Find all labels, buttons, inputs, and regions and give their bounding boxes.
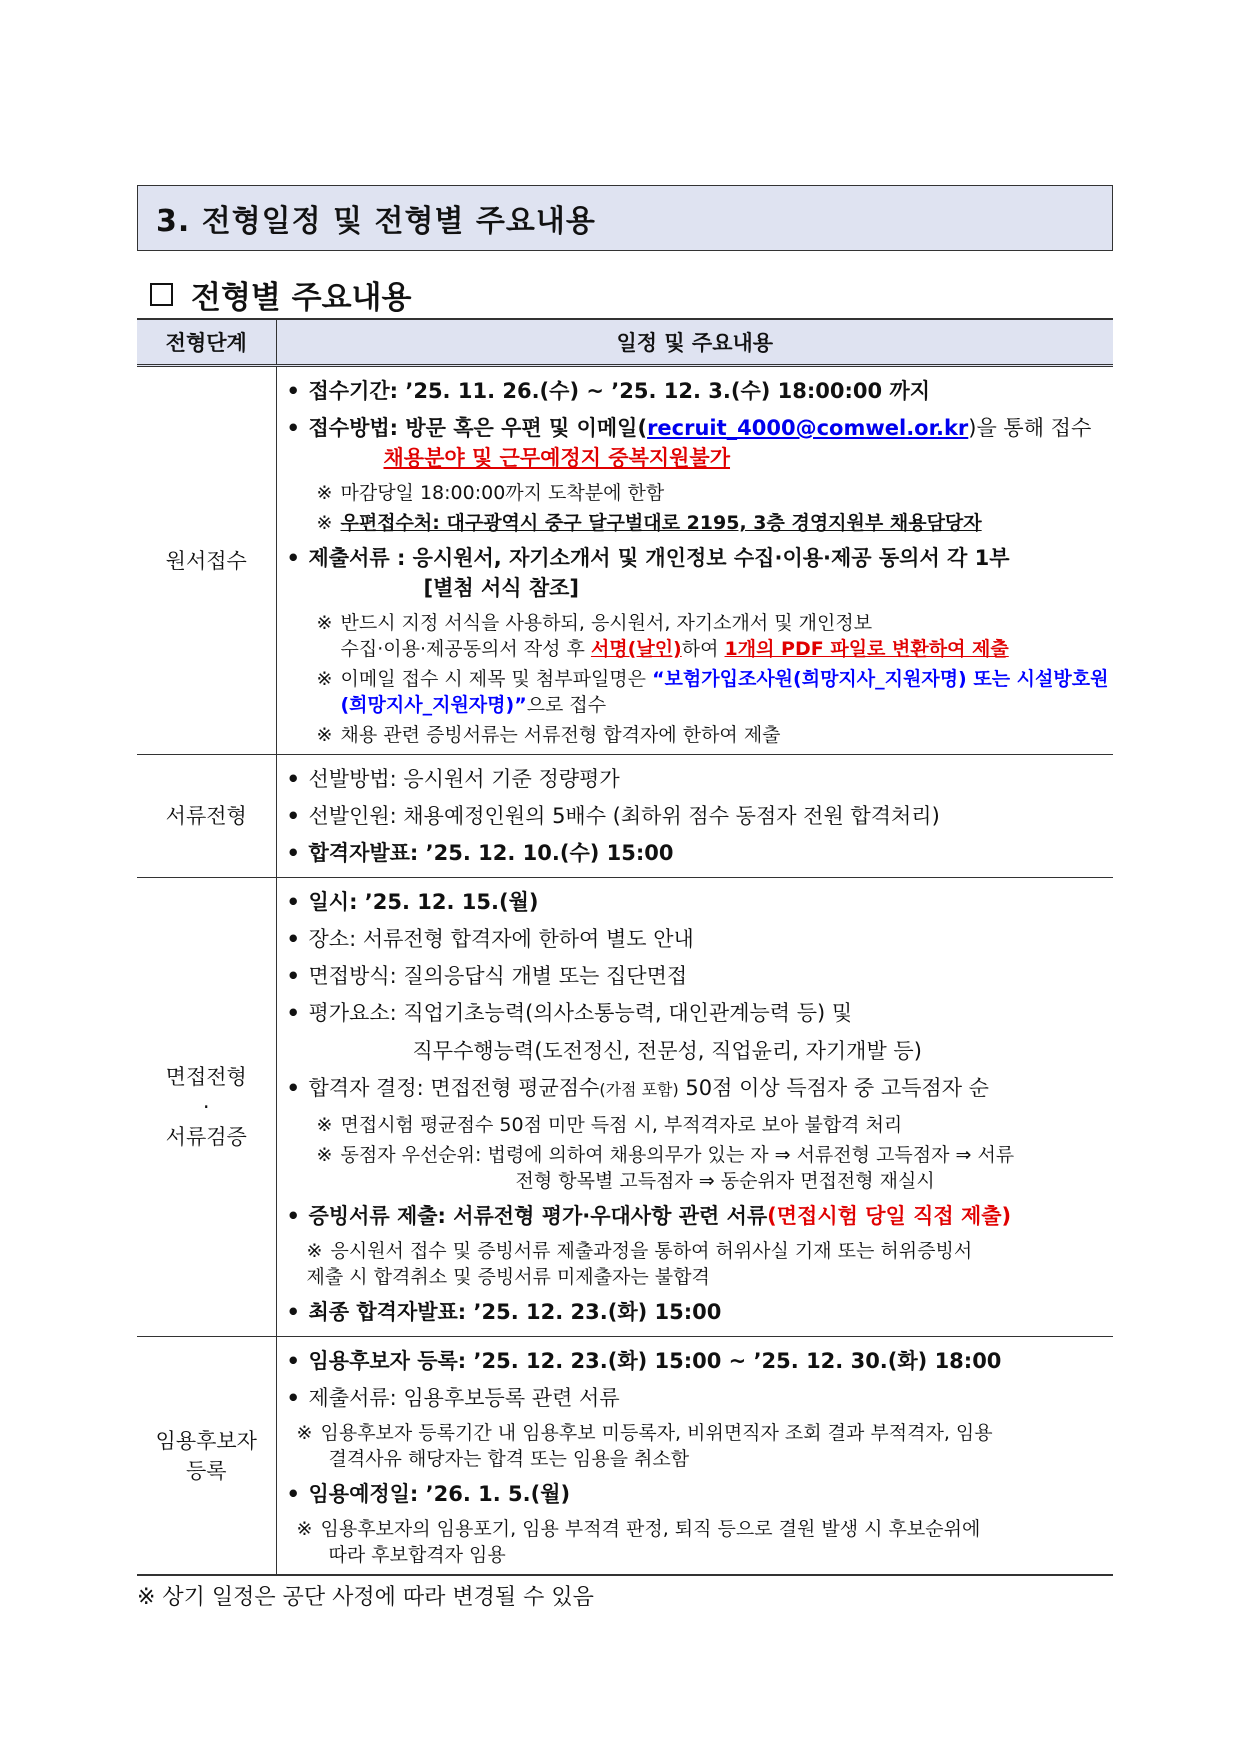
list-item: • 일시: ’25. 12. 15.(월) <box>287 887 1114 917</box>
note-icon: ※ <box>316 512 333 534</box>
note-item: ※ 채용 관련 증빙서류는 서류전형 합격자에 한하여 제출 <box>316 724 781 746</box>
note-icon: ※ <box>316 612 333 634</box>
content-cell <box>276 1337 1113 1576</box>
note-item: ※ 면접시험 평균점수 50점 미만 득점 시, 부적격자로 보아 불합격 처리 <box>316 1114 903 1136</box>
schedule-table <box>137 318 1113 1576</box>
bullet-icon: • <box>286 379 300 403</box>
note-icon: ※ <box>316 668 333 690</box>
list-item: • 장소: 서류전형 합격자에 한하여 별도 안내 <box>287 924 1114 954</box>
note-icon: ※ <box>316 1114 333 1136</box>
note-item: ※ 응시원서 접수 및 증빙서류 제출과정을 통하여 허위사실 기재 또는 허위증빙서 제출 시 합격취소 및 증빙서류 미제출자는 불합격 <box>306 1240 973 1288</box>
list-item: • 평가요소: 직업기초능력(의사소통능력, 대인관계능력 등) 및 직무수행능력(도전정신, 전문성, 직업윤리, 자기개발 등) <box>287 998 1114 1066</box>
note-item: ※ 반드시 지정 서식을 사용하되, 응시원서, 자기소개서 및 개인정보 수집·이용·제공동의서 작성 후 서명(날인)하여 1개의 PDF 파일로 변환하여 제출 <box>316 612 1009 660</box>
note-icon: ※ <box>306 1240 323 1262</box>
list-item: • 접수기간: ’25. 11. 26.(수) ~ ’25. 12. 3.(수) 18:00:00 까지 <box>287 376 1114 406</box>
section-title-box <box>137 185 1113 251</box>
table-row <box>137 755 1113 878</box>
bullet-icon: • <box>286 927 300 951</box>
list-item: • 제출서류 : 응시원서, 자기소개서 및 개인정보 수집·이용·제공 동의서 각 1부 [별첨 서식 참조] <box>287 543 1114 603</box>
list-item: • 선발인원: 채용예정인원의 5배수 (최하위 점수 동점자 전원 합격처리) <box>287 801 1114 831</box>
list-item: • 면접방식: 질의응답식 개별 또는 집단면접 <box>287 961 1114 991</box>
list-item: • 최종 합격자발표: ’25. 12. 23.(화) 15:00 <box>287 1297 1114 1327</box>
list-item: • 임용예정일: ’26. 1. 5.(월) <box>287 1479 1114 1509</box>
bullet-icon: • <box>286 416 300 440</box>
stage-registration: 임용후보자 등록 <box>137 1337 276 1576</box>
content-cell <box>276 878 1113 1337</box>
stage-document: 서류전형 <box>137 755 276 878</box>
list-item: • 임용후보자 등록: ’25. 12. 23.(화) 15:00 ~ ’25. 12. 30.(화) 18:00 <box>287 1346 1114 1376</box>
note-icon: ※ <box>316 724 333 746</box>
subheading-label: 전형별 주요내용 <box>191 280 412 316</box>
bullet-icon: • <box>286 1482 300 1506</box>
bullet-icon: • <box>286 804 300 828</box>
bullet-icon: • <box>286 1076 300 1100</box>
list-item: • 합격자발표: ’25. 12. 10.(수) 15:00 <box>287 838 1114 868</box>
list-item: • 접수방법: 방문 혹은 우편 및 이메일(recruit_4000@comwel.or.kr)을 통해 접수 채용분야 및 근무예정지 중복지원불가 <box>287 413 1114 473</box>
note-item: ※ 우편접수처: 대구광역시 중구 달구벌대로 2195, 3층 경영지원부 채용담당자 <box>316 512 982 534</box>
note-item: ※ 임용후보자의 임용포기, 임용 부적격 판정, 퇴직 등으로 결원 발생 시 후보순위에 따라 후보합격자 임용 <box>296 1518 981 1566</box>
bullet-icon: • <box>286 1349 300 1373</box>
note-icon: ※ <box>316 482 333 504</box>
stage-application: 원서접수 <box>137 366 276 755</box>
note-icon: ※ <box>296 1422 313 1444</box>
stage-interview: 면접전형 · 서류검증 <box>137 878 276 1337</box>
list-item: • 제출서류: 임용후보등록 관련 서류 <box>287 1383 1114 1413</box>
note-item: ※ 동점자 우선순위: 법령에 의하여 채용의무가 있는 자 ⇒ 서류전형 고득점자 ⇒ 서류 전형 항목별 고득점자 ⇒ 동순위자 면접전형 재실시 <box>316 1144 1015 1192</box>
list-item: • 증빙서류 제출: 서류전형 평가·우대사항 관련 서류(면접시험 당일 직접 제출) <box>287 1201 1114 1231</box>
content-cell <box>276 755 1113 878</box>
bullet-icon: • <box>286 1386 300 1410</box>
checkbox-icon <box>150 283 173 306</box>
bullet-icon: • <box>286 890 300 914</box>
list-item: • 합격자 결정: 면접전형 평균점수(가점 포함) 50점 이상 득점자 중 고득점자 순 <box>287 1073 1114 1105</box>
table-row <box>137 878 1113 1337</box>
content-cell <box>276 366 1113 755</box>
bullet-icon: • <box>286 546 300 570</box>
list-item: • 선발방법: 응시원서 기준 정량평가 <box>287 764 1114 794</box>
header-stage: 전형단계 <box>137 319 276 366</box>
bullet-icon: • <box>286 1300 300 1324</box>
note-item: ※ 임용후보자 등록기간 내 임용후보 미등록자, 비위면직자 조회 결과 부적격자, 임용 결격사유 해당자는 합격 또는 임용을 취소함 <box>296 1422 993 1470</box>
table-row <box>137 1337 1113 1576</box>
bullet-icon: • <box>286 1001 300 1025</box>
header-content: 일정 및 주요내용 <box>276 319 1113 366</box>
note-item: ※ 이메일 접수 시 제목 및 첨부파일명은 “보험가입조사원(희망지사_지원자명) 또는 시설방호원(희망지사_지원자명)”으로 접수 <box>316 668 1109 716</box>
note-item: ※ 마감당일 18:00:00까지 도착분에 한함 <box>316 482 665 504</box>
subheading <box>150 272 411 317</box>
bullet-icon: • <box>286 841 300 865</box>
email-link[interactable]: recruit_4000@comwel.or.kr <box>647 416 969 440</box>
section-title: 3. 전형일정 및 전형별 주요내용 <box>156 204 596 239</box>
bullet-icon: • <box>286 767 300 791</box>
bullet-icon: • <box>286 964 300 988</box>
table-row <box>137 366 1113 755</box>
table-header-row <box>137 319 1113 366</box>
note-icon: ※ <box>296 1518 313 1540</box>
footnote: ※ 상기 일정은 공단 사정에 따라 변경될 수 있음 <box>137 1585 594 1610</box>
bullet-icon: • <box>286 1204 300 1228</box>
duplicate-warning: 채용분야 및 근무예정지 중복지원불가 <box>383 446 731 470</box>
note-icon: ※ <box>316 1144 333 1166</box>
